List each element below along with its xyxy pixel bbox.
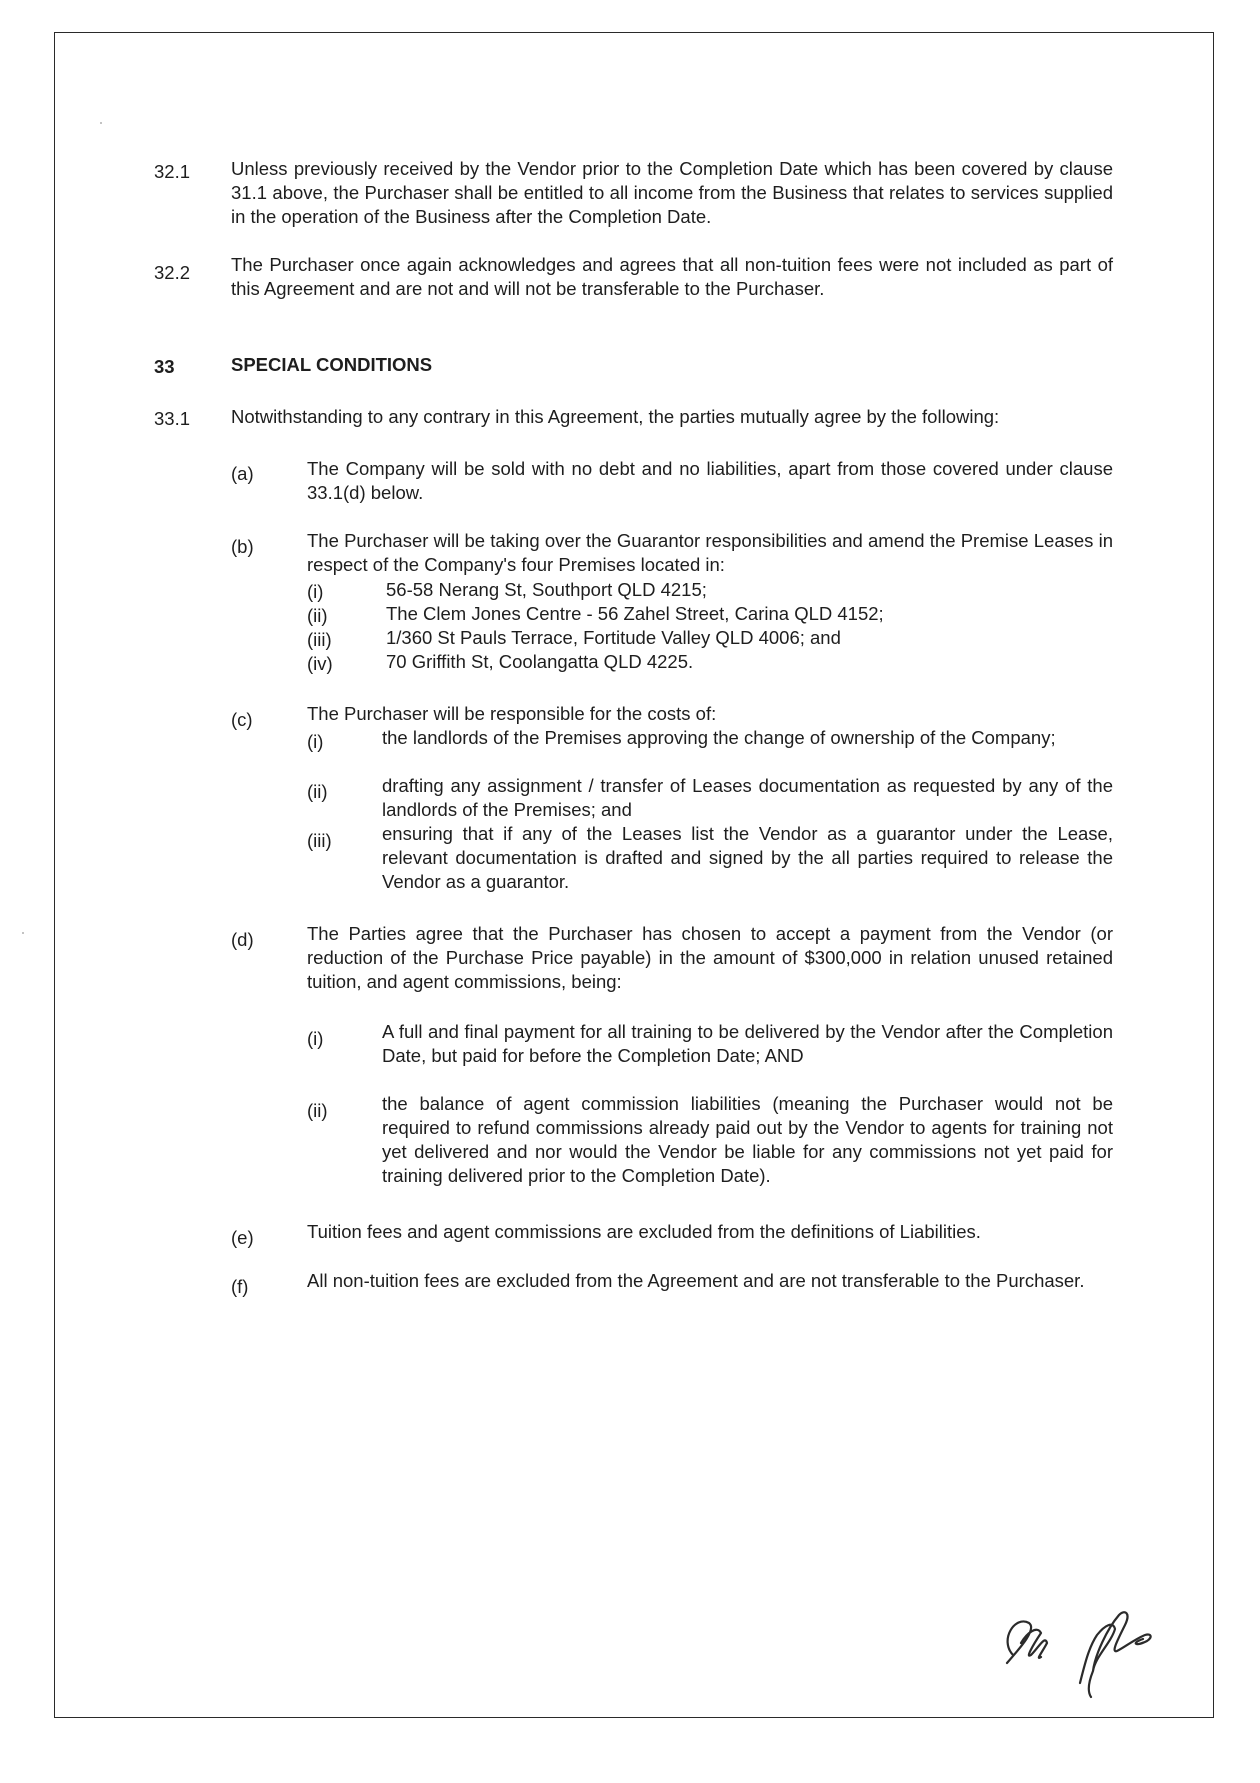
initial-mark-2 xyxy=(1080,1612,1151,1697)
subclause-label: (a) xyxy=(231,463,254,484)
item-label: (iii) xyxy=(307,830,332,851)
subclause-label: (c) xyxy=(231,709,253,730)
subclause-text: All non-tuition fees are excluded from the Agreement and are not transferable to the Purchaser. xyxy=(307,1270,1085,1291)
subclause-text: The Purchaser will be taking over the Guarantor responsibilities and amend the Premise Leases in respect of the Company's four Premises located in: xyxy=(307,530,1113,575)
section-heading: SPECIAL CONDITIONS xyxy=(231,354,433,375)
item-text: the landlords of the Premises approving the change of ownership of the Company; xyxy=(382,727,1056,748)
subclause-text: The Parties agree that the Purchaser has chosen to accept a payment from the Vendor (or reduction of the Purchase Price payable) in the amount of $300,000 in relation unused retained tuition, and agent commissions, being: xyxy=(307,923,1113,992)
item-text: A full and final payment for all training to be delivered by the Vendor after the Completion Date, but paid for before the Completion Date; AND xyxy=(382,1021,1113,1066)
handwritten-initials xyxy=(985,1585,1175,1705)
clause-text: Notwithstanding to any contrary in this Agreement, the parties mutually agree by the following: xyxy=(231,406,1000,427)
subclause-label: (b) xyxy=(231,536,254,557)
scan-speck xyxy=(100,122,102,124)
subclause-text: The Company will be sold with no debt and no liabilities, apart from those covered under clause 33.1(d) below. xyxy=(307,458,1113,503)
item-label: (iii) xyxy=(307,629,332,650)
premise-address: The Clem Jones Centre - 56 Zahel Street, Carina QLD 4152; xyxy=(386,603,884,624)
section-number: 33 xyxy=(154,356,175,377)
item-text: the balance of agent commission liabilities (meaning the Purchaser would not be required to refund commissions already paid out by the Vendor to agents for training not yet delivered and nor would the Vendor be liable for any commissions not yet paid for training delivered prior to the Completion Date). xyxy=(382,1093,1113,1186)
subclause-label: (f) xyxy=(231,1276,249,1297)
item-label: (i) xyxy=(307,731,324,752)
item-text: ensuring that if any of the Leases list the Vendor as a guarantor under the Lease, relevant documentation is drafted and signed by the all parties required to release the Vendor as a guarantor. xyxy=(382,823,1113,892)
clause-text: The Purchaser once again acknowledges and agrees that all non-tuition fees were not included as part of this Agreement and are not and will not be transferable to the Purchaser. xyxy=(231,254,1113,299)
premise-address: 56-58 Nerang St, Southport QLD 4215; xyxy=(386,579,707,600)
item-text: drafting any assignment / transfer of Leases documentation as requested by any of the landlords of the Premises; and xyxy=(382,775,1113,820)
item-label: (i) xyxy=(307,1028,324,1049)
clause-number: 32.1 xyxy=(154,161,191,182)
item-label: (i) xyxy=(307,581,324,602)
clause-text: Unless previously received by the Vendor prior to the Completion Date which has been covered by clause 31.1 above, the Purchaser shall be entitled to all income from the Business that relates to services supplied in the operation of the Business after the Completion Date. xyxy=(231,158,1113,227)
initial-mark-1 xyxy=(1007,1621,1047,1663)
subclause-text: Tuition fees and agent commissions are excluded from the definitions of Liabilities. xyxy=(307,1221,981,1242)
clause-number: 32.2 xyxy=(154,262,191,283)
item-label: (ii) xyxy=(307,1100,328,1121)
premise-address: 70 Griffith St, Coolangatta QLD 4225. xyxy=(386,651,694,672)
item-label: (ii) xyxy=(307,781,328,802)
item-label: (iv) xyxy=(307,653,333,674)
subclause-label: (d) xyxy=(231,929,254,950)
clause-number: 33.1 xyxy=(154,408,191,429)
scan-speck xyxy=(22,932,24,934)
subclause-text: The Purchaser will be responsible for the costs of: xyxy=(307,703,717,724)
premise-address: 1/360 St Pauls Terrace, Fortitude Valley QLD 4006; and xyxy=(386,627,841,648)
subclause-label: (e) xyxy=(231,1227,254,1248)
item-label: (ii) xyxy=(307,605,328,626)
